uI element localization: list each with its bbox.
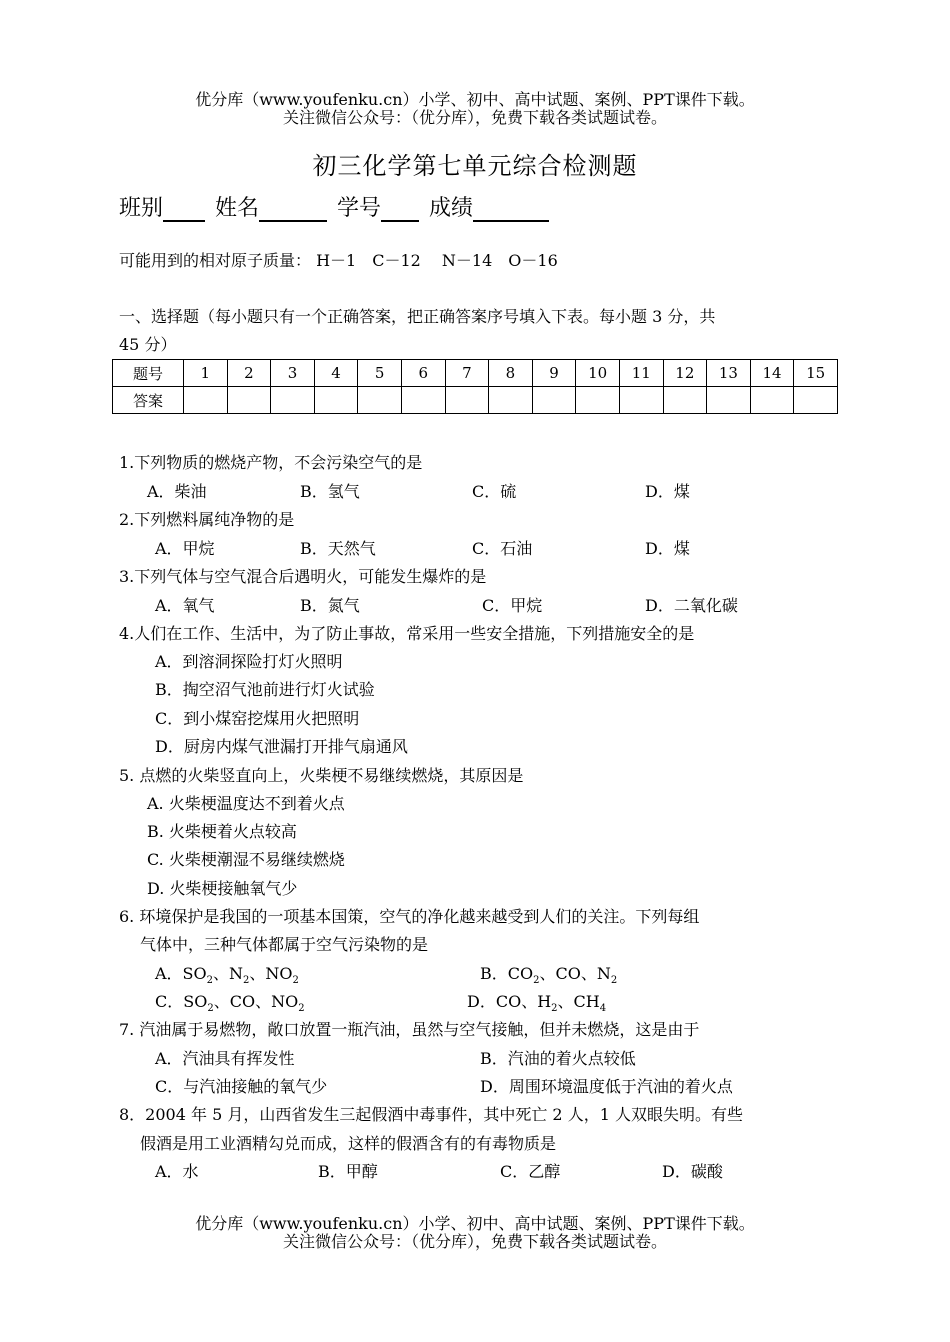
answer-cell[interactable] xyxy=(707,387,751,414)
q1-option-b: B．氢气 xyxy=(300,482,360,501)
q7-option-d: D．周围环境温度低于汽油的着火点 xyxy=(480,1077,733,1096)
q6-c-sub: 2 xyxy=(298,1003,305,1015)
q5-stem: 5. 点燃的火柴竖直向上，火柴梗不易继续燃烧，其原因是 xyxy=(119,766,524,785)
q2-stem: 2.下列燃料属纯净物的是 xyxy=(119,510,295,529)
answer-table-number: 1 xyxy=(184,360,228,387)
answer-cell[interactable] xyxy=(227,387,271,414)
q6-a-text: A．SO xyxy=(155,964,207,983)
q6-a-text: 、N xyxy=(213,964,244,983)
atomic-mass-line: 可能用到的相对原子质量： H－1 C－12 N－14 O－16 xyxy=(119,251,558,270)
q6-option-c xyxy=(155,989,305,1014)
q7-option-c: C．与汽油接触的氧气少 xyxy=(155,1077,328,1096)
answer-table-number: 12 xyxy=(663,360,707,387)
name-blank[interactable] xyxy=(259,198,327,222)
answer-table-number: 11 xyxy=(619,360,663,387)
answer-cell[interactable] xyxy=(184,387,228,414)
name-label: 姓名 xyxy=(215,196,260,221)
footer-line-2: 关注微信公众号：（优分库），免费下载各类试题试卷。 xyxy=(282,1232,667,1251)
q4-option-d: D．厨房内煤气泄漏打开排气扇通风 xyxy=(155,737,408,756)
q6-a-text: 、NO xyxy=(249,964,293,983)
answer-cell[interactable] xyxy=(401,387,445,414)
q6-option-d xyxy=(467,989,606,1014)
q4-stem: 4.人们在工作、生活中，为了防止事故，常采用一些安全措施，下列措施安全的是 xyxy=(119,624,695,643)
header-line-2: 关注微信公众号：（优分库），免费下载各类试题试卷。 xyxy=(282,108,667,127)
q6-d-text: 、CH xyxy=(557,992,600,1011)
q4-option-b: B．掏空沼气池前进行灯火试验 xyxy=(155,680,375,699)
q4-option-a: A．到溶洞探险打灯火照明 xyxy=(155,652,343,671)
score-blank[interactable] xyxy=(473,198,549,222)
answer-table-number: 14 xyxy=(750,360,794,387)
q2-option-c: C．石油 xyxy=(472,539,533,558)
answer-table-number: 15 xyxy=(794,360,838,387)
q6-option-a xyxy=(155,961,299,986)
score-label: 成绩 xyxy=(429,196,474,221)
q8-option-c: C．乙醇 xyxy=(500,1162,561,1181)
q6-a-sub: 2 xyxy=(292,975,299,987)
q6-c-sub: 2 xyxy=(207,1003,214,1015)
q3-option-d: D．二氧化碳 xyxy=(645,596,738,615)
answer-table-number: 5 xyxy=(358,360,402,387)
answer-cell[interactable] xyxy=(314,387,358,414)
q7-option-b: B．汽油的着火点较低 xyxy=(480,1049,636,1068)
q3-option-a: A．氧气 xyxy=(155,596,215,615)
q2-option-a: A．甲烷 xyxy=(155,539,215,558)
q6-d-text: D．CO、H xyxy=(467,992,552,1011)
q1-stem: 1.下列物质的燃烧产物，不会污染空气的是 xyxy=(119,453,423,472)
id-label: 学号 xyxy=(337,196,382,221)
q6-stem-line1: 6. 环境保护是我国的一项基本国策，空气的净化越来越受到人们的关注。下列每组 xyxy=(119,907,700,926)
answer-cell[interactable] xyxy=(576,387,620,414)
q8-option-a: A．水 xyxy=(155,1162,199,1181)
answer-table xyxy=(112,359,838,414)
q6-a-sub: 2 xyxy=(206,975,214,987)
page-title: 初三化学第七单元综合检测题 xyxy=(312,152,638,180)
q5-option-d: D. 火柴梗接触氧气少 xyxy=(147,879,298,898)
q3-stem: 3.下列气体与空气混合后遇明火，可能发生爆炸的是 xyxy=(119,567,487,586)
q5-option-b: B. 火柴梗着火点较高 xyxy=(147,822,297,841)
q6-b-text: 、CO、N xyxy=(539,964,611,983)
answer-cell[interactable] xyxy=(532,387,576,414)
q8-option-d: D．碳酸 xyxy=(662,1162,723,1181)
answer-cell[interactable] xyxy=(358,387,402,414)
answer-cell[interactable] xyxy=(663,387,707,414)
q4-option-c: C．到小煤窑挖煤用火把照明 xyxy=(155,709,360,728)
answer-table-number: 8 xyxy=(489,360,533,387)
q2-option-b: B．天然气 xyxy=(300,539,376,558)
answer-cell[interactable] xyxy=(489,387,533,414)
q6-a-sub: 2 xyxy=(243,975,250,987)
header-line-1: 优分库（www.youfenku.cn）小学、初中、高中试题、案例、PPT课件下载。 xyxy=(195,90,755,109)
q6-d-sub: 2 xyxy=(551,1003,558,1015)
section1-intro-line2: 45 分） xyxy=(119,335,177,354)
id-blank[interactable] xyxy=(381,198,419,222)
q6-d-sub: 4 xyxy=(599,1003,607,1015)
answer-table-number: 13 xyxy=(707,360,751,387)
answer-cell[interactable] xyxy=(794,387,838,414)
answer-table-number: 7 xyxy=(445,360,489,387)
q6-stem-line2: 气体中，三种气体都属于空气污染物的是 xyxy=(140,935,429,954)
answer-table-number: 3 xyxy=(271,360,315,387)
footer-line-1: 优分库（www.youfenku.cn）小学、初中、高中试题、案例、PPT课件下载。 xyxy=(195,1214,755,1233)
class-label: 班别 xyxy=(119,196,164,221)
q8-stem-line2: 假酒是用工业酒精勾兑而成，这样的假酒含有的有毒物质是 xyxy=(140,1134,557,1153)
section1-intro-line1: 一、选择题（每小题只有一个正确答案，把正确答案序号填入下表。每小题 3 分，共 xyxy=(119,307,716,326)
q1-option-c: C．硫 xyxy=(472,482,517,501)
q6-b-sub: 2 xyxy=(533,975,540,987)
answer-table-number: 9 xyxy=(532,360,576,387)
q8-stem-line1: 8．2004 年 5 月，山西省发生三起假酒中毒事件，其中死亡 2 人，1 人双眼失明。有些 xyxy=(119,1105,743,1124)
answer-cell[interactable] xyxy=(750,387,794,414)
student-info xyxy=(119,191,559,222)
answer-table-row1-label: 题号 xyxy=(113,360,184,387)
q1-option-a: A．柴油 xyxy=(147,482,207,501)
q2-option-d: D．煤 xyxy=(645,539,690,558)
answer-cell[interactable] xyxy=(271,387,315,414)
q6-option-b xyxy=(480,961,617,986)
class-blank[interactable] xyxy=(163,198,205,222)
answer-table-number: 6 xyxy=(401,360,445,387)
q6-b-text: B．CO xyxy=(480,964,534,983)
answer-table-number: 4 xyxy=(314,360,358,387)
q6-b-sub: 2 xyxy=(610,975,618,987)
q5-option-a: A. 火柴梗温度达不到着火点 xyxy=(147,794,345,813)
answer-cell[interactable] xyxy=(619,387,663,414)
q1-option-d: D．煤 xyxy=(645,482,690,501)
answer-table-number-row xyxy=(113,360,838,387)
q5-option-c: C. 火柴梗潮湿不易继续燃烧 xyxy=(147,850,345,869)
q3-option-b: B．氮气 xyxy=(300,596,360,615)
answer-cell[interactable] xyxy=(445,387,489,414)
q3-option-c: C．甲烷 xyxy=(482,596,543,615)
answer-table-number: 10 xyxy=(576,360,620,387)
answer-table-number: 2 xyxy=(227,360,271,387)
q7-option-a: A．汽油具有挥发性 xyxy=(155,1049,295,1068)
q6-c-text: C．SO xyxy=(155,992,208,1011)
answer-table-row2-label: 答案 xyxy=(113,387,184,414)
answer-table-answer-row xyxy=(113,387,838,414)
q7-stem: 7. 汽油属于易燃物，敞口放置一瓶汽油，虽然与空气接触，但并未燃烧，这是由于 xyxy=(119,1020,700,1039)
q8-option-b: B．甲醇 xyxy=(318,1162,378,1181)
q6-c-text: 、CO、NO xyxy=(213,992,299,1011)
